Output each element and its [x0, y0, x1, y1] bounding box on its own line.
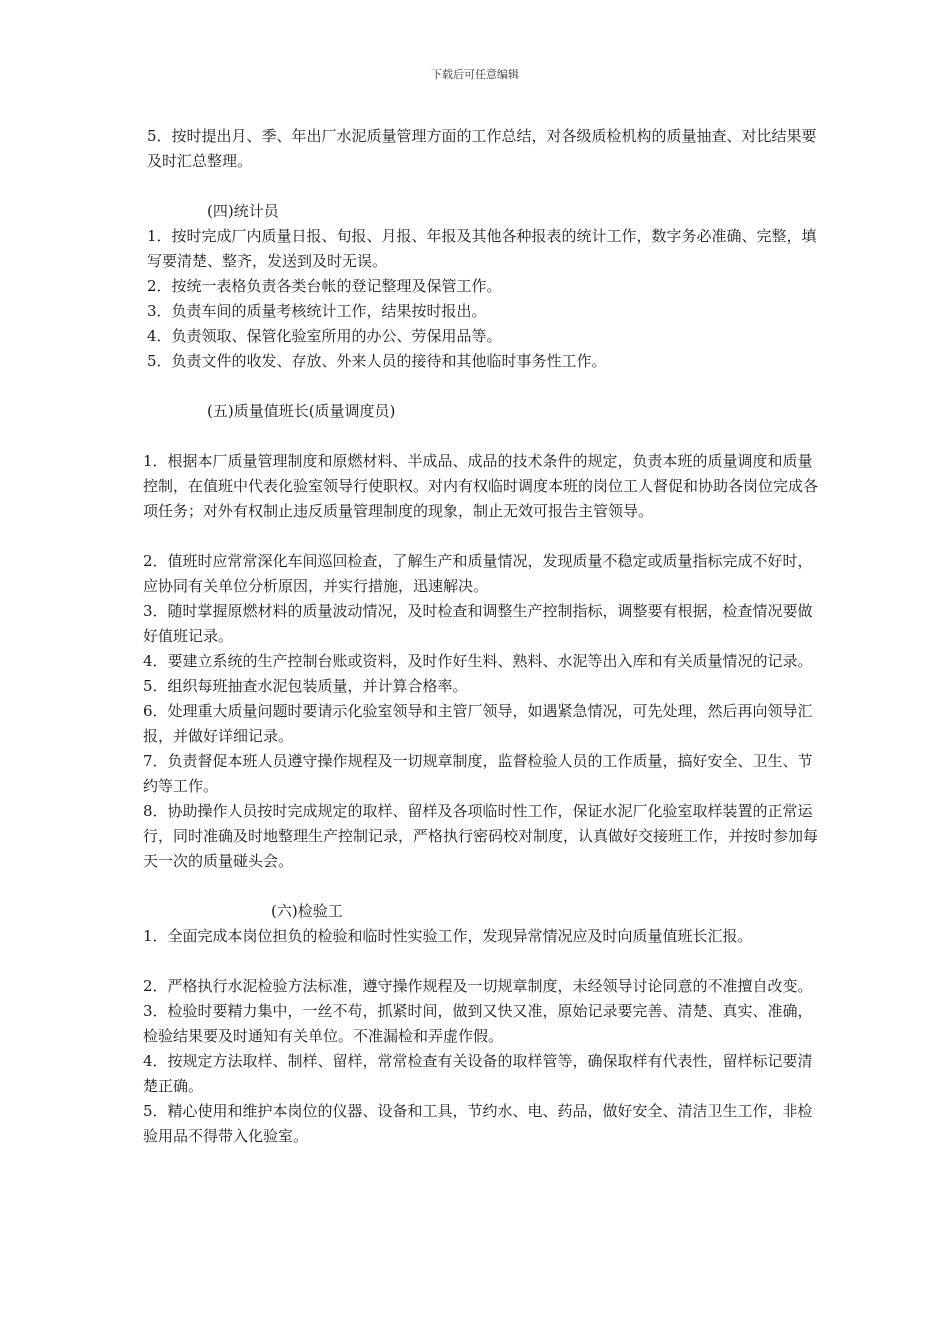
spacer	[143, 424, 823, 449]
section-heading-inspector: (六)检验工	[271, 902, 343, 920]
section-heading-quality-shift-leader: (五)质量值班长(质量调度员)	[207, 402, 396, 420]
paragraph: 4．负责领取、保管化验室所用的办公、劳保用品等。	[147, 327, 502, 345]
paragraph: 5．组织每班抽查水泥包装质量，并计算合格率。	[143, 677, 468, 695]
paragraph: 3．随时掌握原燃材料的质量波动情况，及时检查和调整生产控制指标，调整要有根据，检查情况要做好值班记录。	[143, 602, 813, 645]
spacer	[143, 524, 823, 549]
spacer	[143, 374, 823, 399]
paragraph: 1．全面完成本岗位担负的检验和临时性实验工作，发现异常情况应及时向质量值班长汇报。	[143, 927, 753, 945]
paragraph: 4．要建立系统的生产控制台账或资料，及时作好生料、熟料、水泥等出入库和有关质量情况的记录。	[143, 652, 813, 670]
spacer	[143, 174, 823, 199]
paragraph: 6．处理重大质量问题时要请示化验室领导和主管厂领导，如遇紧急情况，可先处理，然后再向领导汇报，并做好详细记录。	[143, 702, 813, 745]
paragraph: 3．负责车间的质量考核统计工作，结果按时报出。	[147, 302, 487, 320]
paragraph: 1．按时完成厂内质量日报、旬报、月报、年报及其他各种报表的统计工作，数字务必准确、完整，填写要清楚、整齐，发送到及时无误。	[147, 227, 817, 270]
paragraph: 2．值班时应常常深化车间巡回检查，了解生产和质量情况，发现质量不稳定或质量指标完成不好时，应协同有关单位分析原因，并实行措施，迅速解决。	[143, 552, 813, 595]
paragraph: 8．协助操作人员按时完成规定的取样、留样及各项临时性工作，保证水泥厂化验室取样装置的正常运行，同时准确及时地整理生产控制记录，严格执行密码校对制度，认真做好交接班工作，并按时参加每天一次的质量碰头会。	[143, 802, 819, 870]
paragraph: 1．根据本厂质量管理制度和原燃材料、半成品、成品的技术条件的规定，负责本班的质量调度和质量控制，在值班中代表化验室领导行使职权。对内有权临时调度本班的岗位工人督促和协助各岗位完成各项任务；对外有权制止违反质量管理制度的现象，制止无效可报告主管领导。	[143, 452, 819, 520]
paragraph: 5．负责文件的收发、存放、外来人员的接待和其他临时事务性工作。	[147, 352, 607, 370]
paragraph: 5．精心使用和维护本岗位的仪器、设备和工具，节约水、电、药品，做好安全、清洁卫生工作，非检验用品不得带入化验室。	[143, 1102, 813, 1145]
section-heading-statistician: (四)统计员	[207, 202, 279, 220]
document-body	[143, 124, 823, 1149]
paragraph: 2．严格执行水泥检验方法标准，遵守操作规程及一切规章制度，未经领导讨论同意的不准擅自改变。	[143, 977, 813, 995]
spacer	[143, 874, 823, 899]
paragraph: 4．按规定方法取样、制样、留样，常常检查有关设备的取样管等，确保取样有代表性，留样标记要清楚正确。	[143, 1052, 813, 1095]
paragraph: 3．检验时要精力集中，一丝不苟，抓紧时间，做到又快又准，原始记录要完善、清楚、真实、准确，检验结果要及时通知有关单位。不准漏检和弄虚作假。	[143, 1002, 813, 1045]
paragraph: 7．负责督促本班人员遵守操作规程及一切规章制度，监督检验人员的工作质量，搞好安全、卫生、节约等工作。	[143, 752, 813, 795]
paragraph: 2．按统一表格负责各类台帐的登记整理及保管工作。	[147, 277, 502, 295]
page-header: 下载后可任意编辑	[431, 68, 519, 81]
paragraph: 5．按时提出月、季、年出厂水泥质量管理方面的工作总结，对各级质检机构的质量抽查、对比结果要及时汇总整理。	[147, 127, 817, 170]
spacer	[143, 949, 823, 974]
